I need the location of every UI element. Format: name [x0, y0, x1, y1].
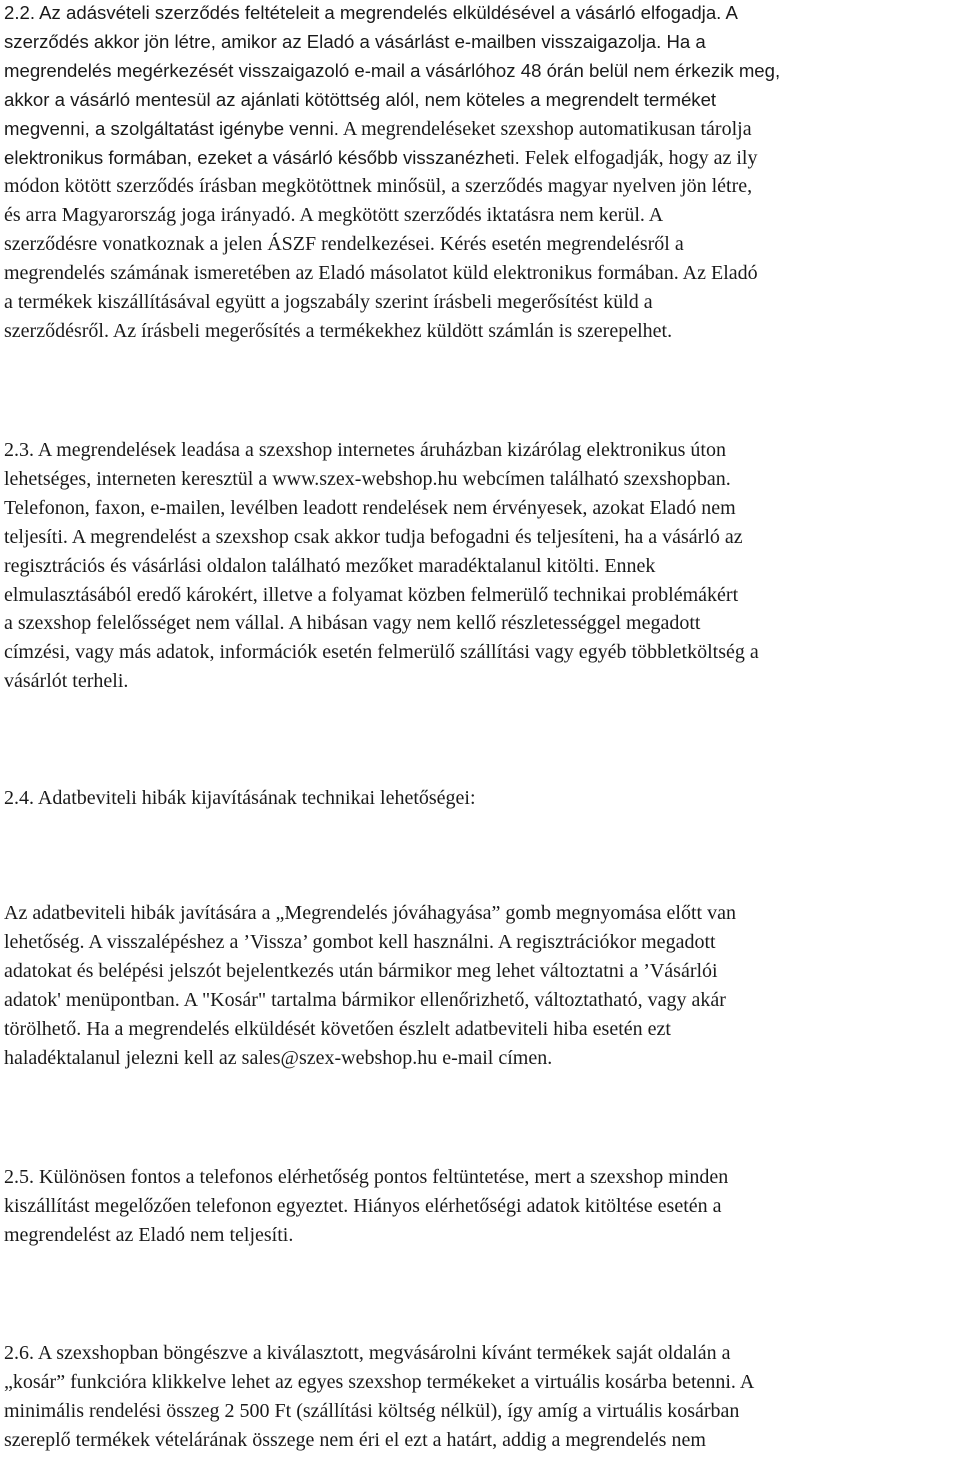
text-line: törölhető. Ha a megrendelés elküldését követően észlelt adatbeviteli hiba esetén ezt [4, 1017, 671, 1040]
text-line: megrendelés megérkezését visszaigazoló e-mail a vásárlóhoz 48 órán belül nem érkezik meg, [4, 59, 781, 81]
text-run: A megrendeléseket szexshop automatikusan tárolja [342, 117, 752, 140]
text-run: megvenni, a szolgáltatást igénybe venni. [4, 117, 339, 139]
section-heading: 2.4. Adatbeviteli hibák kijavításának technikai lehetőségei: [4, 787, 476, 809]
text-line: regisztrációs és vásárlási oldalon található mezőket maradéktalanul kitölti. Ennek [4, 554, 656, 577]
text-line: 2.5. Különösen fontos a telefonos elérhetőség pontos feltüntetése, mert a szexshop minden [4, 1166, 729, 1188]
text-line: megrendelést az Eladó nem teljesíti. [4, 1223, 294, 1246]
section-2-4-body [4, 899, 736, 1072]
text-line: vásárlót terheli. [4, 670, 129, 693]
text-line: szereplő termékek vételárának összege nem éri el ezt a határt, addig a megrendelés nem [4, 1428, 706, 1451]
section-2-2 [4, 0, 780, 346]
text-run: elektronikus formában, ezeket a vásárló később visszanézheti. [4, 146, 520, 168]
text-line: szerződésre vonatkoznak a jelen ÁSZF rendelkezései. Kérés esetén megrendelésről a [4, 233, 684, 256]
text-line: teljesíti. A megrendelést a szexshop csak akkor tudja befogadni és teljesíteni, ha a vásárló az [4, 525, 743, 548]
text-line: lehetőség. A visszalépéshez a ’Vissza’ gombot kell használni. A regisztrációkor megadott [4, 930, 716, 953]
text-line: adatokat és belépési jelszót bejelentkezés után bármikor meg lehet változtatni a ’Vásárlói [4, 959, 718, 982]
text-line: szerződésről. Az írásbeli megerősítés a termékekhez küldött számlán is szerepelhet. [4, 319, 673, 342]
text-line: lehetséges, interneten keresztül a www.szex-webshop.hu webcímen található szexshopban. [4, 467, 731, 490]
text-line: megrendelés számának ismeretében az Eladó másolatot küld elektronikus formában. Az Eladó [4, 262, 758, 285]
text-line: „kosár” funkcióra klikkelve lehet az egyes szexshop termékeket a virtuális kosárba betenni. A [4, 1370, 755, 1393]
section-2-3 [4, 436, 759, 696]
text-line: a termékek kiszállításával együtt a jogszabály szerint írásbeli megerősítést küld a [4, 291, 653, 314]
text-line: kiszállítást megelőzően telefonon egyeztet. Hiányos elérhetőségi adatok kitöltése esetén a [4, 1194, 722, 1217]
text-line: szerződés akkor jön létre, amikor az Eladó a vásárlást e-mailben visszaigazolja. Ha a [4, 30, 706, 52]
text-line: akkor a vásárló mentesül az ajánlati kötöttség alól, nem köteles a megrendelt terméket [4, 88, 717, 110]
text-line: haladéktalanul jelezni kell az sales@szex-webshop.hu e-mail címen. [4, 1046, 553, 1069]
text-line: 2.2. Az adásvételi szerződés feltételeit a megrendelés elküldésével a vásárló elfogadja. A [4, 2, 738, 23]
text-line: adatok' menüpontban. A "Kosár" tartalma bármikor ellenőrizhető, változtatható, vagy akár [4, 988, 726, 1011]
section-2-6 [4, 1339, 754, 1455]
text-line: elmulasztásából eredő károkért, illetve a folyamat közben felmerülő technikai problémákért [4, 583, 739, 606]
text-line: minimális rendelési összeg 2 500 Ft (szállítási költség nélkül), így amíg a virtuális kosárban [4, 1399, 740, 1422]
text-line: és arra Magyarország joga irányadó. A megkötött szerződés iktatásra nem kerül. A [4, 204, 664, 227]
section-2-5 [4, 1163, 728, 1250]
text-line: 2.3. A megrendelések leadása a szexshop internetes áruházban kizárólag elektronikus úton [4, 439, 726, 461]
text-line: a szexshop felelősséget nem vállal. A hibásan vagy nem kellő részletességgel megadott [4, 612, 701, 635]
text-line: Az adatbeviteli hibák javítására a „Megrendelés jóváhagyása” gomb megnyomása előtt van [4, 902, 736, 924]
section-2-4-heading [4, 784, 476, 813]
text-line [4, 115, 780, 144]
text-run: Felek elfogadják, hogy az ily [524, 146, 758, 169]
text-line: Telefonon, faxon, e-mailen, levélben leadott rendelések nem érvényesek, azokat Eladó nem [4, 496, 736, 519]
text-line: 2.6. A szexshopban böngészve a kiválasztott, megvásárolni kívánt termékek saját oldalán a [4, 1342, 731, 1364]
text-line: címzési, vagy más adatok, információk esetén felmerülő szállítási vagy egyéb többletköltség a [4, 641, 759, 664]
text-line [4, 144, 780, 173]
text-line: módon kötött szerződés írásban megkötöttnek minősül, a szerződés magyar nyelven jön létre, [4, 175, 753, 198]
